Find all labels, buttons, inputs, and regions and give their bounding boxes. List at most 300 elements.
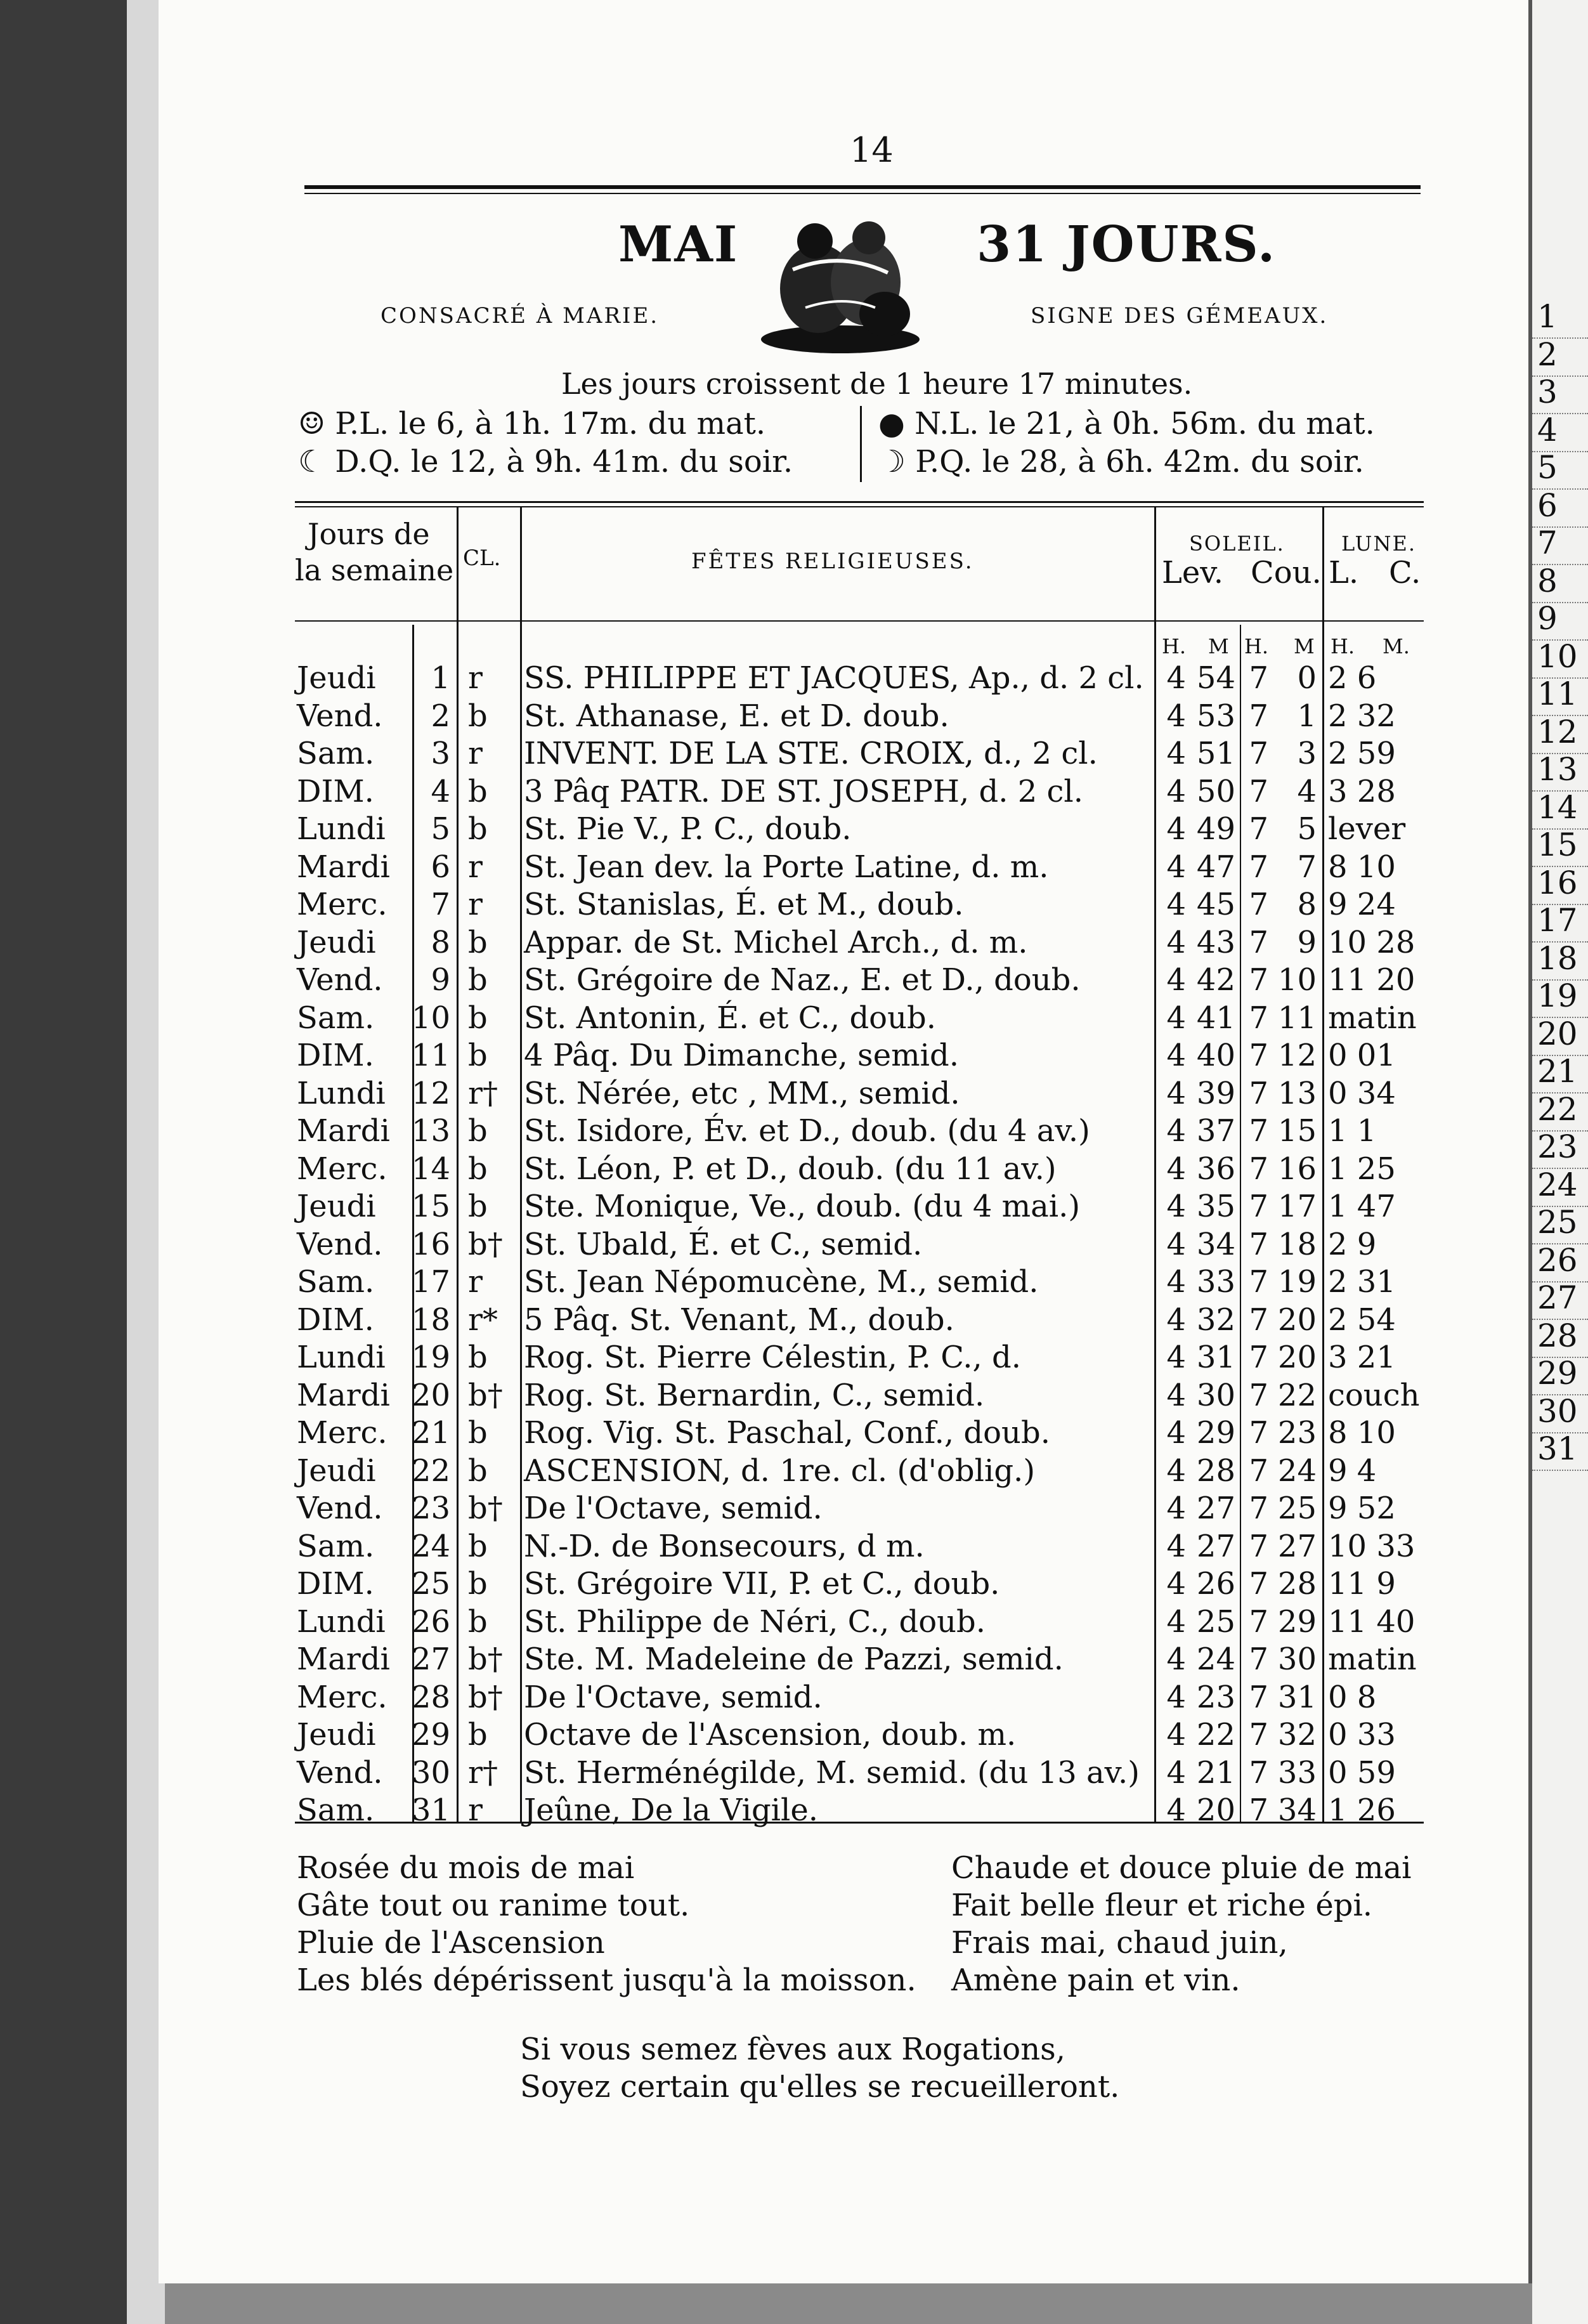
row-day: Sam. — [297, 736, 375, 771]
sunrise-min: 27 — [1196, 1528, 1235, 1564]
proverb-line: Fait belle fleur et riche épi. — [951, 1888, 1373, 1923]
sunset-hour: 7 — [1249, 736, 1268, 771]
margin-number: 9 — [1537, 600, 1558, 637]
sunrise-hour: 4 — [1166, 1264, 1186, 1300]
moon-time: 1 1 — [1328, 1113, 1377, 1149]
row-date: 22 — [411, 1452, 450, 1489]
moon-time: 8 10 — [1328, 849, 1396, 885]
margin-number: 1 — [1537, 298, 1558, 335]
row-feast: Rog. St. Bernardin, C., semid. — [524, 1377, 985, 1413]
sunrise-hour: 4 — [1166, 1151, 1186, 1187]
table-row — [0, 1113, 1522, 1150]
sunset-min: 16 — [1277, 1151, 1317, 1187]
sunrise-hour: 4 — [1166, 1452, 1186, 1489]
sunrise-min: 33 — [1196, 1264, 1235, 1300]
sunset-min: 3 — [1297, 736, 1317, 771]
margin-number: 8 — [1537, 562, 1558, 599]
table-row — [0, 1452, 1522, 1490]
row-day: Vend. — [297, 1754, 383, 1791]
table-row — [0, 924, 1522, 962]
row-date: 28 — [411, 1679, 450, 1715]
sunset-min: 4 — [1297, 773, 1317, 809]
margin-number: 27 — [1537, 1279, 1578, 1316]
daylight-note: Les jours croissent de 1 heure 17 minutes. — [561, 367, 1193, 401]
month-days: 31 JOURS. — [977, 216, 1277, 273]
row-class: b† — [468, 1491, 503, 1526]
header-jours-1: Jours de — [308, 517, 430, 551]
moon-time: 1 25 — [1328, 1151, 1396, 1187]
row-class: r — [468, 1792, 483, 1828]
sunrise-min: 45 — [1196, 887, 1235, 922]
sunset-min: 31 — [1277, 1679, 1317, 1715]
table-row — [0, 773, 1522, 811]
row-class: b — [468, 1340, 488, 1375]
margin-number: 24 — [1537, 1166, 1578, 1203]
sunset-min: 29 — [1277, 1603, 1317, 1640]
sunset-min: 10 — [1277, 962, 1317, 998]
moon-time: 2 9 — [1328, 1226, 1377, 1262]
row-feast: Appar. de St. Michel Arch., d. m. — [524, 924, 1028, 960]
row-date: 1 — [431, 660, 450, 696]
header-cl: CL. — [463, 545, 501, 571]
first-quarter-text: P.Q. le 28, à 6h. 42m. du soir. — [915, 444, 1364, 480]
header-lune-l: L. — [1329, 555, 1359, 591]
row-class: b — [468, 811, 488, 847]
row-date: 12 — [411, 1075, 450, 1111]
row-feast: St. Grégoire de Naz., E. et D., doub. — [524, 962, 1081, 998]
margin-number: 19 — [1537, 977, 1578, 1014]
row-feast: St. Nérée, etc , MM., semid. — [524, 1075, 960, 1111]
margin-number: 17 — [1537, 902, 1578, 939]
table-row — [0, 849, 1522, 886]
sunrise-min: 20 — [1196, 1792, 1235, 1828]
header-jours-2: la semaine — [295, 553, 454, 587]
sunrise-min: 29 — [1196, 1415, 1235, 1451]
last-quarter-icon: ☾ — [298, 444, 326, 480]
row-feast: St. Antonin, É. et C., doub. — [524, 1000, 936, 1036]
row-feast: St. Grégoire VII, P. et C., doub. — [524, 1566, 1000, 1602]
month-dedication: CONSACRÉ À MARIE. — [381, 303, 660, 329]
row-feast: St. Isidore, Év. et D., doub. (du 4 av.) — [524, 1113, 1090, 1149]
sunrise-hour: 4 — [1166, 698, 1186, 734]
row-class: r† — [468, 1075, 498, 1111]
sunrise-min: 50 — [1196, 773, 1235, 809]
sunset-min: 32 — [1277, 1717, 1317, 1753]
margin-number: 4 — [1537, 411, 1558, 448]
row-day: Sam. — [297, 1792, 375, 1828]
proverb-line: Chaude et douce pluie de mai — [951, 1850, 1412, 1886]
sunset-hour: 7 — [1249, 698, 1268, 734]
sunset-hour: 7 — [1249, 1151, 1268, 1187]
sunrise-hour: 4 — [1166, 1113, 1186, 1149]
sunset-hour: 7 — [1249, 1302, 1268, 1338]
sunset-min: 5 — [1297, 811, 1317, 847]
row-date: 25 — [411, 1566, 450, 1602]
sunset-hour: 7 — [1249, 660, 1268, 696]
row-feast: St. Jean Népomucène, M., semid. — [524, 1264, 1039, 1300]
gemini-vignette-icon — [755, 212, 926, 355]
moon-time: 11 20 — [1328, 962, 1416, 998]
first-quarter-line — [878, 444, 1364, 480]
row-class: b — [468, 1528, 488, 1564]
sunset-hour: 7 — [1249, 773, 1268, 809]
sunrise-hour: 4 — [1166, 1340, 1186, 1375]
row-feast: Rog. St. Pierre Célestin, P. C., d. — [524, 1340, 1022, 1375]
unit-m-lune: M. — [1383, 634, 1410, 658]
row-date: 5 — [431, 811, 450, 847]
sunrise-min: 25 — [1196, 1603, 1235, 1640]
row-date: 8 — [431, 924, 450, 960]
moon-time: 2 54 — [1328, 1302, 1396, 1338]
margin-number: 21 — [1537, 1053, 1578, 1090]
row-date: 19 — [411, 1340, 450, 1375]
row-class: b — [468, 1151, 488, 1187]
sunset-min: 0 — [1297, 660, 1317, 696]
sunrise-hour: 4 — [1166, 1075, 1186, 1111]
margin-number: 7 — [1537, 525, 1558, 561]
moon-time: 8 10 — [1328, 1415, 1396, 1451]
header-lune-c: C. — [1389, 555, 1421, 591]
row-date: 11 — [411, 1038, 450, 1073]
sunrise-min: 41 — [1196, 1000, 1235, 1036]
row-date: 2 — [431, 698, 450, 734]
row-feast: Ste. Monique, Ve., doub. (du 4 mai.) — [524, 1189, 1081, 1224]
row-class: r — [468, 887, 483, 922]
table-row — [0, 698, 1522, 735]
sunrise-min: 47 — [1196, 849, 1235, 885]
row-day: Merc. — [297, 1415, 387, 1451]
sunset-hour: 7 — [1249, 1075, 1268, 1111]
table-row — [0, 1641, 1522, 1678]
table-row — [0, 1339, 1522, 1376]
row-feast: Jeûne, De la Vigile. — [524, 1792, 819, 1828]
row-date: 15 — [411, 1189, 450, 1224]
sunset-min: 19 — [1277, 1264, 1317, 1300]
header-lev: Lev. — [1162, 555, 1223, 591]
table-header-rule — [295, 620, 1424, 622]
moon-time: matin — [1328, 1642, 1417, 1677]
sunrise-min: 31 — [1196, 1340, 1235, 1375]
new-moon-icon: ● — [878, 406, 905, 441]
row-class: b — [468, 1000, 488, 1036]
sunrise-min: 32 — [1196, 1302, 1235, 1338]
row-class: b — [468, 1452, 488, 1489]
table-row — [0, 1679, 1522, 1716]
row-day: Sam. — [297, 1000, 375, 1036]
moon-time: 0 8 — [1328, 1679, 1377, 1715]
sunrise-hour: 4 — [1166, 1226, 1186, 1262]
moon-time: 2 6 — [1328, 660, 1377, 696]
row-class: b† — [468, 1377, 503, 1413]
sunset-min: 20 — [1277, 1302, 1317, 1338]
margin-number: 12 — [1537, 713, 1578, 750]
moon-time: 11 40 — [1328, 1603, 1416, 1640]
sunrise-hour: 4 — [1166, 1377, 1186, 1413]
sunset-hour: 7 — [1249, 811, 1268, 847]
row-day: Merc. — [297, 1679, 387, 1715]
sunrise-hour: 4 — [1166, 1189, 1186, 1224]
table-row — [0, 1263, 1522, 1301]
row-day: Lundi — [297, 811, 386, 847]
moon-time: 9 4 — [1328, 1452, 1377, 1489]
sunset-min: 22 — [1277, 1377, 1317, 1413]
row-day: Vend. — [297, 962, 383, 998]
margin-number: 10 — [1537, 637, 1578, 675]
row-day: Mardi — [297, 1113, 390, 1149]
last-quarter-line — [298, 444, 793, 480]
sunset-min: 18 — [1277, 1226, 1317, 1262]
header-cou: Cou. — [1251, 555, 1322, 591]
moon-time: 2 31 — [1328, 1264, 1396, 1300]
row-date: 18 — [411, 1302, 450, 1338]
new-moon-line — [878, 406, 1375, 441]
sunrise-min: 24 — [1196, 1642, 1235, 1677]
row-class: r† — [468, 1754, 498, 1791]
sunrise-hour: 4 — [1166, 736, 1186, 771]
sunrise-min: 43 — [1196, 924, 1235, 960]
table-row — [0, 1188, 1522, 1225]
proverb-line: Si vous semez fèves aux Rogations, — [520, 2032, 1065, 2067]
sunset-min: 9 — [1297, 924, 1317, 960]
moon-time: 9 24 — [1328, 887, 1396, 922]
moon-time: 2 59 — [1328, 736, 1396, 771]
row-class: b — [468, 1415, 488, 1451]
row-feast: De l'Octave, semid. — [524, 1679, 823, 1715]
header-soleil: SOLEIL. — [1189, 532, 1285, 556]
margin-number: 15 — [1537, 826, 1578, 863]
sunrise-min: 22 — [1196, 1717, 1235, 1753]
margin-number: 25 — [1537, 1204, 1578, 1241]
row-date: 14 — [411, 1151, 450, 1187]
margin-number: 16 — [1537, 864, 1578, 901]
row-day: DIM. — [297, 773, 374, 809]
table-row — [0, 1414, 1522, 1452]
sunrise-min: 49 — [1196, 811, 1235, 847]
row-day: DIM. — [297, 1566, 374, 1602]
sunset-hour: 7 — [1249, 1000, 1268, 1036]
proverb-line: Pluie de l'Ascension — [297, 1925, 605, 1961]
sunrise-min: 26 — [1196, 1566, 1235, 1602]
proverb-line: Amène pain et vin. — [951, 1962, 1240, 1998]
sunset-hour: 7 — [1249, 1377, 1268, 1413]
sunset-min: 33 — [1277, 1754, 1317, 1791]
row-feast: St. Ubald, É. et C., semid. — [524, 1226, 923, 1262]
table-top-rule-2 — [295, 506, 1424, 507]
sunrise-min: 21 — [1196, 1754, 1235, 1791]
sunrise-hour: 4 — [1166, 962, 1186, 998]
sunrise-hour: 4 — [1166, 1679, 1186, 1715]
row-day: Lundi — [297, 1603, 386, 1640]
row-date: 10 — [411, 1000, 450, 1036]
sunset-hour: 7 — [1249, 887, 1268, 922]
sunrise-min: 30 — [1196, 1377, 1235, 1413]
sunrise-min: 54 — [1196, 660, 1235, 696]
proverb-line: Rosée du mois de mai — [297, 1850, 635, 1886]
margin-number: 28 — [1537, 1317, 1578, 1354]
row-date: 23 — [411, 1491, 450, 1526]
sunset-hour: 7 — [1249, 1566, 1268, 1602]
moon-time: 3 28 — [1328, 773, 1396, 809]
margin-number: 20 — [1537, 1015, 1578, 1052]
sunset-min: 34 — [1277, 1792, 1317, 1828]
row-feast: St. Athanase, E. et D. doub. — [524, 698, 949, 734]
table-row — [0, 1490, 1522, 1527]
sunrise-min: 51 — [1196, 736, 1235, 771]
margin-number: 11 — [1537, 676, 1578, 712]
sunset-min: 25 — [1277, 1491, 1317, 1526]
moon-time: 10 33 — [1328, 1528, 1416, 1564]
row-date: 20 — [411, 1377, 450, 1413]
row-class: r — [468, 849, 483, 885]
moon-time: lever — [1328, 811, 1406, 847]
sunrise-min: 27 — [1196, 1491, 1235, 1526]
row-day: Mardi — [297, 1642, 390, 1677]
row-class: r* — [468, 1302, 498, 1338]
margin-number: 26 — [1537, 1241, 1578, 1279]
row-date: 7 — [431, 887, 450, 922]
row-feast: SS. PHILIPPE ET JACQUES, Ap., d. 2 cl. — [524, 660, 1144, 696]
moon-time: 1 47 — [1328, 1189, 1396, 1224]
row-date: 26 — [411, 1603, 450, 1640]
sunrise-hour: 4 — [1166, 1000, 1186, 1036]
sunrise-hour: 4 — [1166, 849, 1186, 885]
sunrise-hour: 4 — [1166, 1642, 1186, 1677]
row-day: Jeudi — [297, 924, 376, 960]
row-date: 3 — [431, 736, 450, 771]
sunset-hour: 7 — [1249, 1415, 1268, 1451]
sunset-min: 15 — [1277, 1113, 1317, 1149]
margin-number: 30 — [1537, 1392, 1578, 1430]
moon-time: 2 32 — [1328, 698, 1396, 734]
sunset-hour: 7 — [1249, 1642, 1268, 1677]
unit-m-lev: M — [1208, 634, 1229, 658]
page-number: 14 — [850, 130, 894, 170]
table-row — [0, 1603, 1522, 1641]
row-day: Mardi — [297, 849, 390, 885]
row-day: Vend. — [297, 698, 383, 734]
moon-time: 0 33 — [1328, 1717, 1396, 1753]
row-day: Sam. — [297, 1528, 375, 1564]
row-date: 17 — [411, 1264, 450, 1300]
moon-time: matin — [1328, 1000, 1417, 1036]
sunset-hour: 7 — [1249, 1491, 1268, 1526]
row-feast: De l'Octave, semid. — [524, 1491, 823, 1526]
moon-time: 3 21 — [1328, 1340, 1396, 1375]
moon-time: 1 26 — [1328, 1792, 1396, 1828]
row-day: Lundi — [297, 1340, 386, 1375]
sunset-min: 28 — [1277, 1566, 1317, 1602]
sunset-min: 1 — [1297, 698, 1317, 734]
row-feast: St. Stanislas, É. et M., doub. — [524, 887, 964, 922]
sunset-hour: 7 — [1249, 962, 1268, 998]
sunrise-hour: 4 — [1166, 887, 1186, 922]
row-day: Lundi — [297, 1075, 386, 1111]
sunrise-hour: 4 — [1166, 811, 1186, 847]
sunset-hour: 7 — [1249, 1038, 1268, 1073]
sunset-min: 17 — [1277, 1189, 1317, 1224]
sunrise-hour: 4 — [1166, 1754, 1186, 1791]
row-class: b — [468, 773, 488, 809]
row-day: Jeudi — [297, 660, 376, 696]
row-feast: 5 Pâq. St. Venant, M., doub. — [524, 1302, 954, 1338]
row-feast: St. Jean dev. la Porte Latine, d. m. — [524, 849, 1049, 885]
row-day: Jeudi — [297, 1189, 376, 1224]
row-day: Mardi — [297, 1377, 390, 1413]
row-day: Vend. — [297, 1491, 383, 1526]
moon-time: 10 28 — [1328, 924, 1416, 960]
row-feast: N.-D. de Bonsecours, d m. — [524, 1528, 925, 1564]
sunrise-hour: 4 — [1166, 1528, 1186, 1564]
moon-time: 11 9 — [1328, 1566, 1396, 1602]
row-feast: St. Herménégilde, M. semid. (du 13 av.) — [524, 1754, 1140, 1791]
unit-h-cou: H. — [1244, 634, 1269, 658]
sunset-min: 27 — [1277, 1528, 1317, 1564]
row-class: b† — [468, 1679, 503, 1715]
header-fetes: FÊTES RELIGIEUSES. — [691, 549, 974, 574]
moon-separator — [860, 406, 862, 482]
sunset-hour: 7 — [1249, 1792, 1268, 1828]
sunrise-min: 53 — [1196, 698, 1235, 734]
row-class: r — [468, 660, 483, 696]
sunset-min: 7 — [1297, 849, 1317, 885]
row-day: Vend. — [297, 1226, 383, 1262]
row-feast: 3 Pâq PATR. DE ST. JOSEPH, d. 2 cl. — [524, 773, 1083, 809]
row-date: 9 — [431, 962, 450, 998]
sunrise-min: 34 — [1196, 1226, 1235, 1262]
zodiac-sign: SIGNE DES GÉMEAUX. — [1031, 303, 1329, 329]
sunrise-min: 23 — [1196, 1679, 1235, 1715]
row-date: 30 — [411, 1754, 450, 1791]
sunset-hour: 7 — [1249, 1679, 1268, 1715]
sunrise-hour: 4 — [1166, 1603, 1186, 1640]
margin-number: 13 — [1537, 751, 1578, 788]
row-feast: Rog. Vig. St. Paschal, Conf., doub. — [524, 1415, 1050, 1451]
table-row — [0, 1151, 1522, 1188]
row-class: b† — [468, 1226, 503, 1262]
sunset-min: 23 — [1277, 1415, 1317, 1451]
margin-number: 31 — [1537, 1430, 1578, 1467]
table-row — [0, 735, 1522, 773]
full-moon-text: P.L. le 6, à 1h. 17m. du mat. — [335, 406, 766, 441]
new-moon-text: N.L. le 21, à 0h. 56m. du mat. — [914, 406, 1375, 441]
header-lune: LUNE. — [1341, 532, 1416, 556]
sunrise-hour: 4 — [1166, 1717, 1186, 1753]
sunrise-hour: 4 — [1166, 1792, 1186, 1828]
sunrise-min: 39 — [1196, 1075, 1235, 1111]
sunset-hour: 7 — [1249, 1189, 1268, 1224]
row-day: Jeudi — [297, 1452, 376, 1489]
sunrise-min: 28 — [1196, 1452, 1235, 1489]
row-date: 24 — [411, 1528, 450, 1564]
header-rule-thin — [304, 193, 1421, 194]
row-date: 21 — [411, 1415, 450, 1451]
sunrise-hour: 4 — [1166, 1491, 1186, 1526]
row-feast: St. Pie V., P. C., doub. — [524, 811, 852, 847]
last-quarter-text: D.Q. le 12, à 9h. 41m. du soir. — [335, 444, 793, 480]
sunset-hour: 7 — [1249, 924, 1268, 960]
table-row — [0, 1037, 1522, 1074]
sunrise-min: 36 — [1196, 1151, 1235, 1187]
margin-number: 2 — [1537, 336, 1558, 373]
moon-time: 0 59 — [1328, 1754, 1396, 1791]
sunset-min: 13 — [1277, 1075, 1317, 1111]
table-row — [0, 660, 1522, 697]
row-class: b — [468, 1566, 488, 1602]
proverb-line: Les blés dépérissent jusqu'à la moisson. — [297, 1962, 916, 1998]
sunrise-hour: 4 — [1166, 660, 1186, 696]
sunset-hour: 7 — [1249, 1340, 1268, 1375]
row-day: Jeudi — [297, 1717, 376, 1753]
